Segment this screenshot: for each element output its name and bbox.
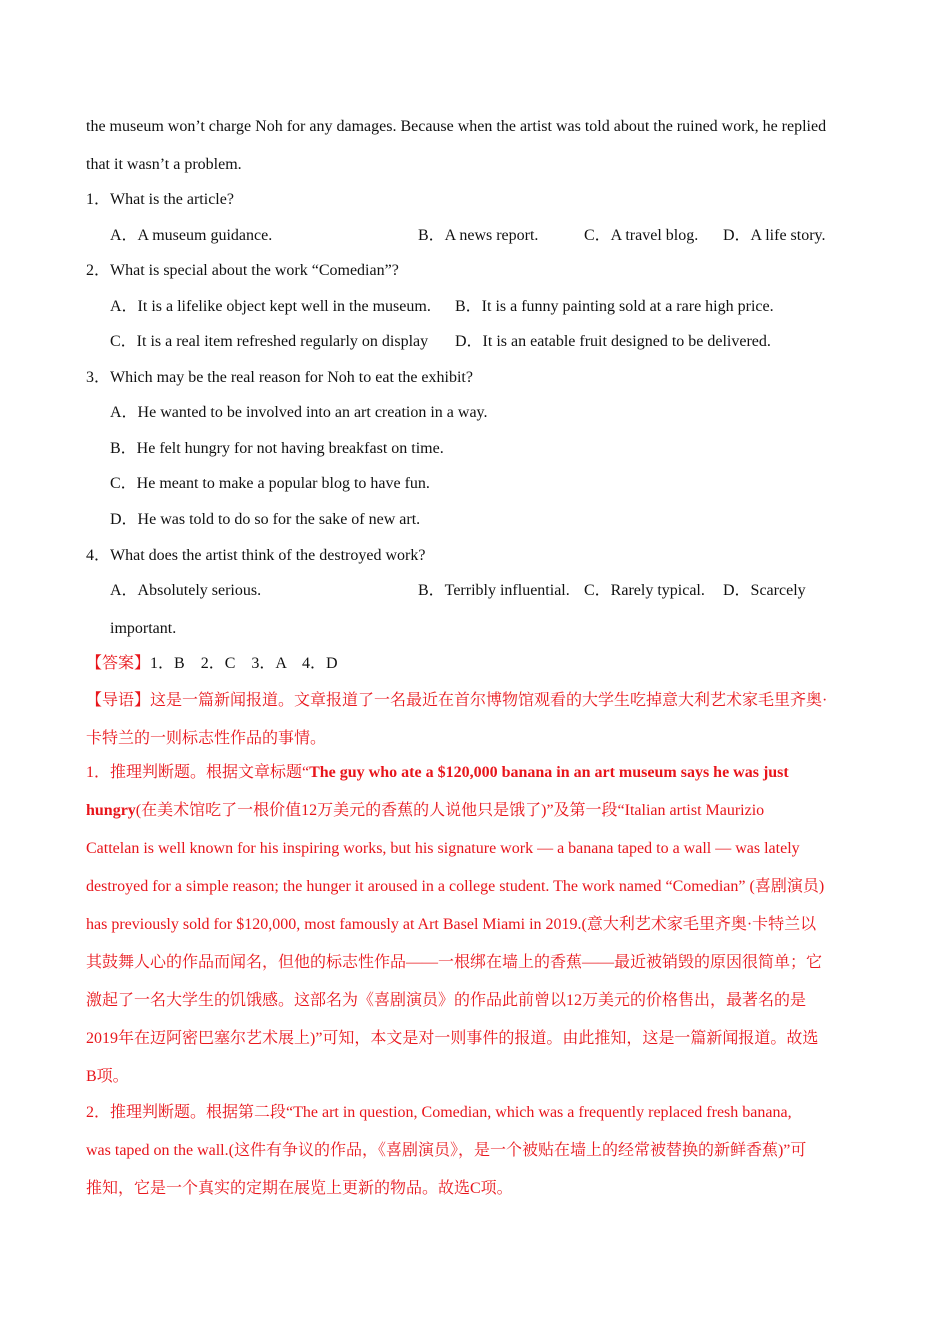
explanation-1-title-part1: The guy who ate a $120,000 banana in an art museum says he was just <box>309 764 789 781</box>
passage-line-1: the museum won’t charge Noh for any damages. Because when the artist was told about the ruined work, he replied <box>86 118 827 135</box>
answer-label: 【答案】 <box>86 655 151 672</box>
explanation-1-title-part2: hungry <box>86 802 136 819</box>
explanation-1-line-2 <box>86 801 764 821</box>
explanation-1-line-7: 激起了一名大学生的饥饿感。这部名为《喜剧演员》的作品此前曾以12万美元的价格售出，最著名的是 <box>86 992 807 1009</box>
guide-line-2: 卡特兰的一则标志性作品的事情。 <box>86 730 327 747</box>
q3-option-a: A．He wanted to be involved into an art creation in a way. <box>110 404 488 421</box>
explanation-1-line-6: 其鼓舞人心的作品而闻名，但他的标志性作品——一根绑在墙上的香蕉——最近被销毁的原因很简单；它 <box>86 954 823 971</box>
q1-option-d: D．A life story. <box>723 227 826 244</box>
question-3-stem: 3．Which may be the real reason for Noh to eat the exhibit? <box>86 369 473 386</box>
explanation-2-line-2: was taped on the wall.(这件有争议的作品，《喜剧演员》，是一个被贴在墙上的经常被替换的新鲜香蕉)”可 <box>86 1142 807 1159</box>
passage-line-2: that it wasn’t a problem. <box>86 156 242 173</box>
q4-option-d: D．Scarcely <box>723 582 806 599</box>
q4-option-d-continued: important. <box>110 620 177 637</box>
q3-option-d: D．He was told to do so for the sake of new art. <box>110 511 421 528</box>
answer-line <box>86 654 338 674</box>
explanation-1-line-8: 2019年在迈阿密巴塞尔艺术展上)”可知，本文是对一则事件的报道。由此推知，这是一篇新闻报道。故选 <box>86 1030 819 1047</box>
q4-option-a: A．Absolutely serious. <box>110 582 262 599</box>
answer-text: 1．B 2．C 3．A 4．D <box>150 655 338 672</box>
explanation-1-line-3: Cattelan is well known for his inspiring works, but his signature work — a banana taped to a wall — was lately <box>86 840 800 857</box>
q2-option-b: B．It is a funny painting sold at a rare high price. <box>455 298 774 315</box>
q4-option-b: B．Terribly influential. <box>418 582 570 599</box>
q3-option-b: B．He felt hungry for not having breakfast on time. <box>110 440 444 457</box>
q2-option-d: D．It is an eatable fruit designed to be delivered. <box>455 333 771 350</box>
explanation-1-line-5: has previously sold for $120,000, most famously at Art Basel Miami in 2019.(意大利艺术家毛里齐奥·卡特兰以 <box>86 916 817 933</box>
q2-option-c: C．It is a real item refreshed regularly on display <box>110 333 429 350</box>
q1-option-b: B．A news report. <box>418 227 539 244</box>
explanation-2-line-3: 推知，它是一个真实的定期在展览上更新的物品。故选C项。 <box>86 1180 513 1197</box>
q3-option-c: C．He meant to make a popular blog to have fun. <box>110 475 430 492</box>
question-4-stem: 4．What does the artist think of the destroyed work? <box>86 547 426 564</box>
guide-text-1: 这是一篇新闻报道。文章报道了一名最近在首尔博物馆观看的大学生吃掉意大利艺术家毛里齐奥· <box>150 692 828 709</box>
q1-option-c: C．A travel blog. <box>584 227 699 244</box>
q4-option-c: C．Rarely typical. <box>584 582 705 599</box>
explanation-2-line-1: 2．推理判断题。根据第二段“The art in question, Comedian, which was a frequently replaced fresh banana, <box>86 1104 792 1121</box>
explanation-1-line-9: B项。 <box>86 1068 129 1085</box>
question-2-stem: 2．What is special about the work “Comedian”? <box>86 262 399 279</box>
q1-option-a: A．A museum guidance. <box>110 227 273 244</box>
explanation-1-prefix: 1．推理判断题。根据文章标题“ <box>86 764 310 781</box>
explanation-1-line-1 <box>86 763 789 783</box>
guide-line-1 <box>86 691 827 711</box>
explanation-1-line-2-rest: (在美术馆吃了一根价值12万美元的香蕉的人说他只是饿了)”及第一段“Italian artist Maurizio <box>135 802 765 819</box>
guide-label: 【导语】 <box>86 692 151 709</box>
explanation-1-line-4: destroyed for a simple reason; the hunger it aroused in a college student. The work named “Comedian” (喜剧演员) <box>86 878 825 895</box>
q2-option-a: A．It is a lifelike object kept well in the museum. <box>110 298 431 315</box>
question-1-stem: 1．What is the article? <box>86 191 234 208</box>
